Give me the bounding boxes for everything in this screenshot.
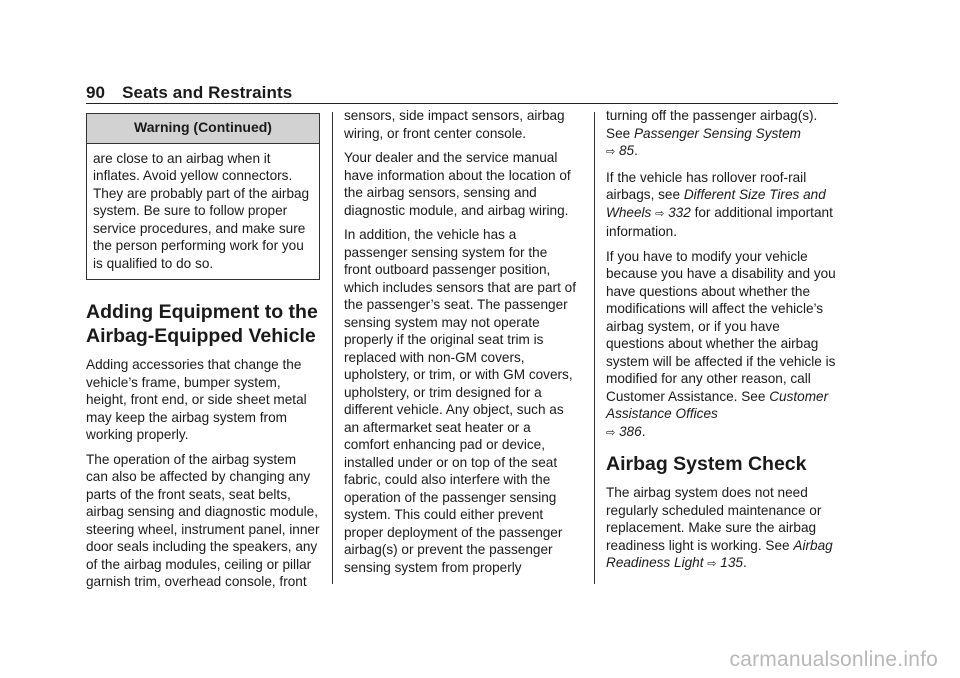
paragraph: The operation of the airbag system can also be affected by changing any parts of the front seats, seat belts, airbag sensing and diagnostic module, steering wheel, instrument panel, inner door seals including the speakers, any of the airbag modules, ceiling or pillar garnish trim, overhead console, front: [86, 451, 320, 589]
warning-box: [86, 113, 320, 280]
warning-body: are close to an airbag when it inflates. Avoid yellow connectors. They are probably part of the airbag system. Be sure to follow proper service procedures, and make sure the person performing work for you is qualified to do so.: [93, 150, 310, 271]
paragraph: sensors, side impact sensors, airbag wiring, or front center console.: [344, 108, 565, 141]
header-rule: [86, 103, 838, 104]
page-ref-number[interactable]: 135: [720, 555, 743, 570]
paragraph: In addition, the vehicle has a passenger sensing system for the front outboard passenger position, which includes sensors that are part of the passenger’s seat. The passenger sensing system may not operate properly if the original seat trim is replaced with non-GM covers, upholstery, or trim, or with GM covers, upholstery, or trim designed for a different vehicle. Any object, such as an aftermarket seat heater or a comfort enhancing pad or device, installed under or on top of the seat fabric, could also interfere with the operation of the passenger sensing system. This could either prevent proper deployment of the passenger airbag(s) or prevent the passenger sensing system from properly: [344, 227, 576, 575]
paragraph: The airbag system does not need regularly scheduled maintenance or replacement. Make sure the airbag readiness light is working. See Airbag Readiness Light ⇨ 135.: [606, 485, 833, 570]
paragraph: If the vehicle has rollover roof-rail airbags, see Different Size Tires and Wheels ⇨ 332 for additional important information.: [606, 169, 833, 239]
section-title: Seats and Restraints: [122, 83, 293, 102]
page-number: 90: [86, 83, 106, 102]
page-ref-number[interactable]: 386: [619, 423, 642, 439]
paragraph: turning off the passenger airbag(s). See Passenger Sensing System ⇨ 85.: [606, 108, 818, 158]
page-ref-arrow-icon: ⇨: [606, 426, 616, 439]
tires-wheels-link[interactable]: Different Size Tires and Wheels: [606, 187, 826, 220]
readiness-light-link[interactable]: Airbag Readiness Light: [606, 537, 833, 570]
customer-assistance-link[interactable]: Customer Assistance Offices: [606, 388, 829, 421]
paragraph: Your dealer and the service manual have information about the location of the airbag sensors, sensing and diagnostic module, and airbag wiring.: [344, 150, 571, 218]
page-ref-number[interactable]: 332: [668, 204, 691, 220]
page-ref-arrow-icon: ⇨: [707, 558, 717, 570]
column-3: [606, 107, 840, 581]
page-header: [86, 83, 292, 103]
airbag-check-heading: Airbag System Check: [606, 453, 807, 475]
column-divider: [594, 112, 595, 584]
paragraph: If you have to modify your vehicle because you have a disability and you have questions about whether the modifications will affect the vehicle’s airbag system, or if you have questions about whether the airbag system will be affected if the vehicle is modified for any other reason, call Customer Assistance. See Customer Assistance Offices ⇨ 386.: [606, 248, 836, 439]
page-ref-arrow-icon: ⇨: [606, 146, 616, 158]
column-divider: [332, 112, 333, 584]
page-ref-number[interactable]: 85: [619, 143, 635, 158]
passenger-sensing-link[interactable]: Passenger Sensing System: [633, 125, 801, 141]
watermark: carmanualsonline.info: [729, 648, 938, 671]
column-2: [344, 107, 578, 583]
page-ref-arrow-icon: ⇨: [655, 207, 665, 220]
column-1: [86, 105, 320, 598]
paragraph: Adding accessories that change the vehicle’s frame, bumper system, height, front end, or side sheet metal may keep the airbag system from working properly.: [86, 357, 307, 442]
warning-title: Warning (Continued): [87, 114, 319, 144]
adding-equipment-heading: Adding Equipment to the Airbag-Equipped Vehicle: [86, 301, 318, 347]
